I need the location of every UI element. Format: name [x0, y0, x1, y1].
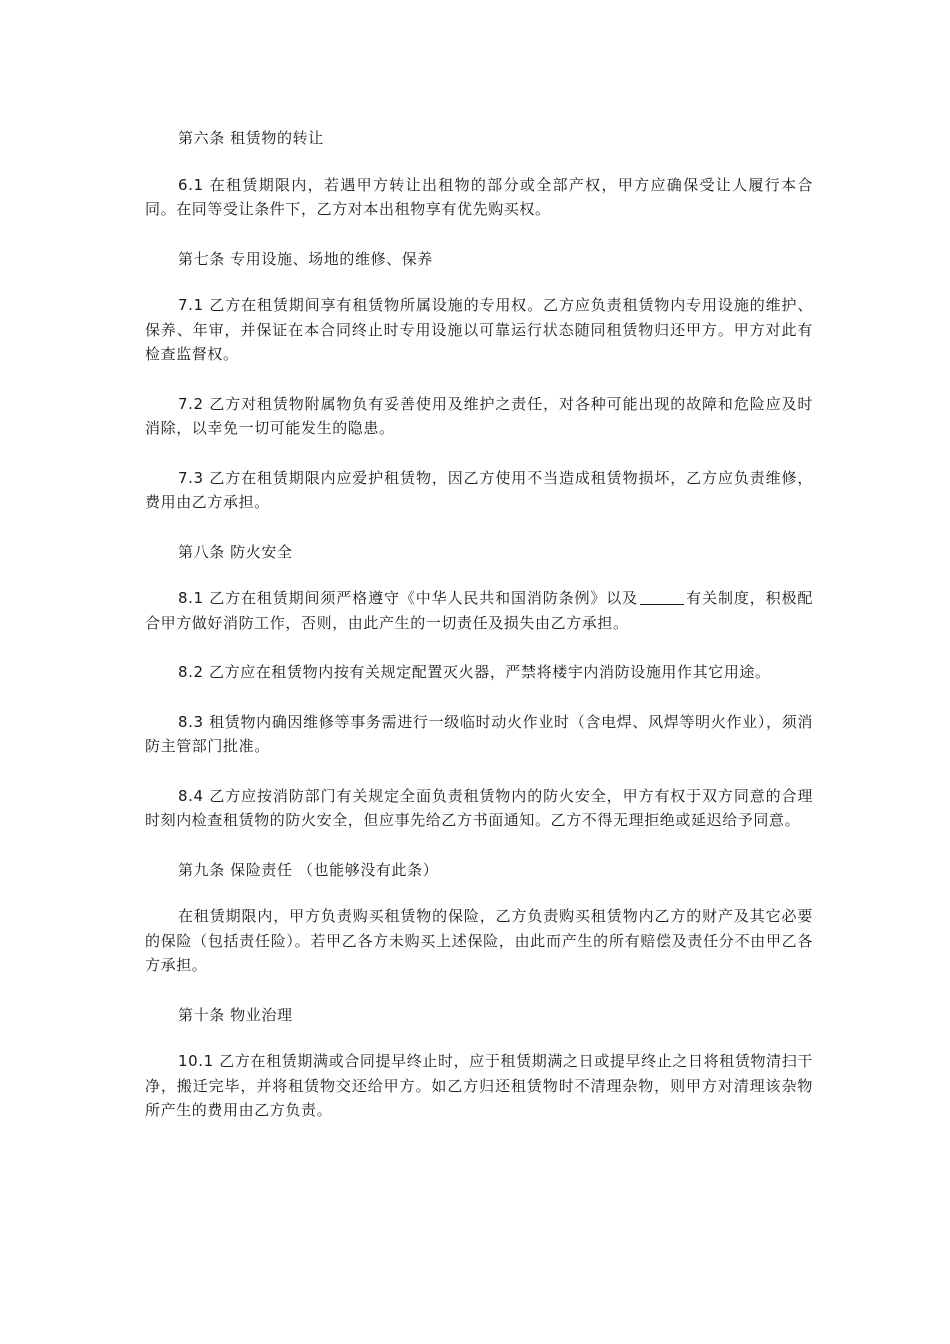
clause-8-1	[145, 586, 813, 635]
clause-6-1: 6.1 在租赁期限内，若遇甲方转让出租物的部分或全部产权，甲方应确保受让人履行本合同。在同等受让条件下，乙方对本出租物享有优先购买权。	[145, 175, 813, 218]
article-6-heading: 第六条 租赁物的转让	[178, 129, 324, 147]
clause-8-3: 8.3 租赁物内确因维修等事务需进行一级临时动火作业时（含电焊、风焊等明火作业），须消防主管部门批准。	[145, 712, 813, 755]
clause-7-2: 7.2 乙方对租赁物附属物负有妥善使用及维护之责任，对各种可能出现的故障和危险应及时消除，以幸免一切可能发生的隐患。	[145, 394, 813, 437]
clause-10-1: 10.1 乙方在租赁期满或合同提早终止时，应于租赁期满之日或提早终止之日将租赁物清扫干净，搬迁完毕，并将租赁物交还给甲方。如乙方归还租赁物时不清理杂物，则甲方对清理该杂物所产生的费用由乙方负责。	[145, 1052, 813, 1119]
clause-7-1: 7.1 乙方在租赁期间享有租赁物所属设施的专用权。乙方应负责租赁物内专用设施的维护、保养、年审，并保证在本合同终止时专用设施以可靠运行状态随同租赁物归还甲方。甲方对此有检查监督权。	[145, 296, 813, 363]
fill-in-blank	[640, 588, 684, 605]
article-8-heading: 第八条 防火安全	[178, 542, 293, 561]
clause-8-1-text-after: 有关制度，积极配合甲方做好消防工作，否则，由此产生的一切责任及损失由乙方承担。	[145, 589, 813, 632]
document-body	[145, 126, 813, 1148]
article-10-heading: 第十条 物业治理	[178, 1005, 293, 1024]
clause-8-1-text-before: 8.1 乙方在租赁期间须严格遵守《中华人民共和国消防条例》以及	[178, 589, 638, 607]
clause-7-3: 7.3 乙方在租赁期限内应爱护租赁物，因乙方使用不当造成租赁物损坏，乙方应负责维修，费用由乙方承担。	[145, 468, 813, 511]
article-9-heading: 第九条 保险责任 （也能够没有此条）	[178, 860, 439, 879]
article-9-body: 在租赁期限内，甲方负责购买租赁物的保险，乙方负责购买租赁物内乙方的财产及其它必要的保险（包括责任险）。若甲乙各方未购买上述保险，由此而产生的所有赔偿及责任分不由甲乙各方承担。	[145, 907, 813, 974]
clause-8-2: 8.2 乙方应在租赁物内按有关规定配置灭火器，严禁将楼宇内消防设施用作其它用途。	[178, 663, 771, 681]
clause-8-4: 8.4 乙方应按消防部门有关规定全面负责租赁物内的防火安全，甲方有权于双方同意的合理时刻内检查租赁物的防火安全，但应事先给乙方书面通知。乙方不得无理拒绝或延迟给予同意。	[145, 786, 813, 829]
article-7-heading: 第七条 专用设施、场地的维修、保养	[178, 249, 433, 268]
